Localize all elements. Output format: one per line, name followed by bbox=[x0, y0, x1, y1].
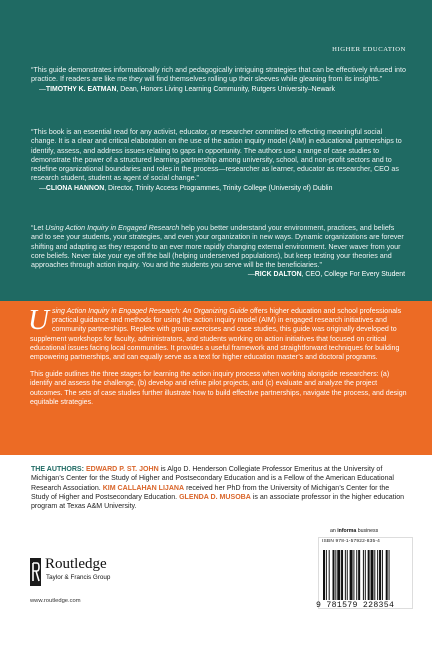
quote-dalton bbox=[31, 224, 407, 280]
about-authors: THE AUTHORS: EDWARD P. ST. JOHN is Algo D. Henderson Collegiate Professor Emeritus at the University of Michigan’s Center for the Study of Higher and Postsecondary Education and is a Fellow of the American Educational Research Association. KIM CALLAHAN LIJANA received her PhD from the University of Michigan’s Center for the Study of Higher and Postsecondary Education. GLENDA D. MUSOBA is an associate professor in the higher education program at Texas A&M University. bbox=[31, 466, 405, 511]
barcode-digits: 9 781579 228354 bbox=[316, 601, 395, 610]
barcode-icon bbox=[322, 550, 410, 600]
book-description bbox=[28, 304, 408, 415]
quote-attribution: —RICK DALTON, CEO, College For Every Student bbox=[247, 271, 405, 279]
author-name: KIM CALLAHAN LIJANA bbox=[102, 484, 185, 492]
isbn-label: ISBN 978-1-57922-835-4 bbox=[322, 539, 380, 544]
quote-text: “Let Using Action Inquiry in Engaged Research help you better understand your environment, practices, and beliefs and to see your students, your strategies, and even your organization in new ways. Dynamic organizations are forever shifting and adapting as they respond to an ever more rapidly changing external environment. Never waver from your core beliefs. Never take your eye off the ball (helping underserved populations), but keep testing your theories and approaches through action inquiry. You and the students you serve will be the beneficiaries.” bbox=[31, 224, 404, 270]
quote-author: TIMOTHY K. EATMAN bbox=[45, 85, 117, 93]
informa-tagline: an informa business bbox=[330, 528, 379, 534]
quote-text: “This guide demonstrates informationally rich and pedagogically intriguing strategies that can be effectively infused into practice. If readers are like me they will find themselves rolling up their sleeves while gleaning from its insights.” bbox=[31, 66, 406, 84]
quote-attribution: —CLIONA HANNON, Director, Trinity Access Programmes, Trinity College (University of) Dublin bbox=[39, 184, 333, 192]
quote-author: RICK DALTON bbox=[254, 271, 302, 279]
description-panel bbox=[0, 301, 432, 455]
quote-text: “This book is an essential read for any activist, educator, or researcher committed to effecting meaningful social change. It is a clear and critical elaboration on the use of the action inquiry model (AIM) in educational partnerships to identify, assess, and address issues relating to gaps in opportunity. The authors use a range of case studies to demonstrate the power of a structured learning partnership among university, school, and non-profit sectors and to redefine organizational boundaries and roles in the process—researcher as learner, educator as researcher, CEO as research student, student as agent of social change.” bbox=[31, 128, 402, 183]
book-title: sing Action Inquiry in Engaged Research: An Organizing Guide bbox=[51, 308, 249, 315]
quote-eatman bbox=[31, 66, 407, 94]
drop-cap: U bbox=[28, 304, 49, 336]
quote-hannon bbox=[31, 128, 407, 193]
routledge-logo-icon bbox=[30, 558, 41, 586]
category-label: HIGHER EDUCATION bbox=[332, 46, 406, 53]
author-name: GLENDA D. MUSOBA bbox=[179, 493, 251, 501]
publisher-name: Routledge bbox=[45, 556, 107, 572]
book-title-ref: Using Action Inquiry in Engaged Research bbox=[45, 224, 180, 232]
description-paragraph-1: Using Action Inquiry in Engaged Research: An Organizing Guide offers higher education and school professionals practical guidance and methods for using the action inquiry model (AIM) in engaged research initiatives and community partnerships. Replete with group exercises and case studies, this guide was originally developed to supplement workshops for faculty, administrators, and students working on action initiatives that focused on critical educational issues facing local communities. It provides a useful framework and straightforward techniques for building empowering partnerships, and can equally serve as a text for higher education master’s and doctoral programs. bbox=[28, 304, 402, 362]
quote-author: CLIONA HANNON bbox=[45, 184, 105, 192]
quote-attribution: —TIMOTHY K. EATMAN, Dean, Honors Living Learning Community, Rutgers University–Newark bbox=[39, 85, 336, 93]
authors-label: THE AUTHORS bbox=[31, 466, 82, 473]
author-name: EDWARD P. ST. JOHN bbox=[85, 466, 159, 473]
publisher-website: www.routledge.com bbox=[30, 598, 81, 604]
publisher-group: Taylor & Francis Group bbox=[46, 574, 111, 581]
description-paragraph-2: This guide outlines the three stages for learning the action inquiry process when working alongside researchers: (a) identify and assess the challenge, (b) develop and refine pilot projects, and (c) evaluate and analyze the project outcomes. The sets of case studies further illustrate how to build effective partnerships, navigate the process, and design equitable strategies. bbox=[30, 371, 407, 406]
